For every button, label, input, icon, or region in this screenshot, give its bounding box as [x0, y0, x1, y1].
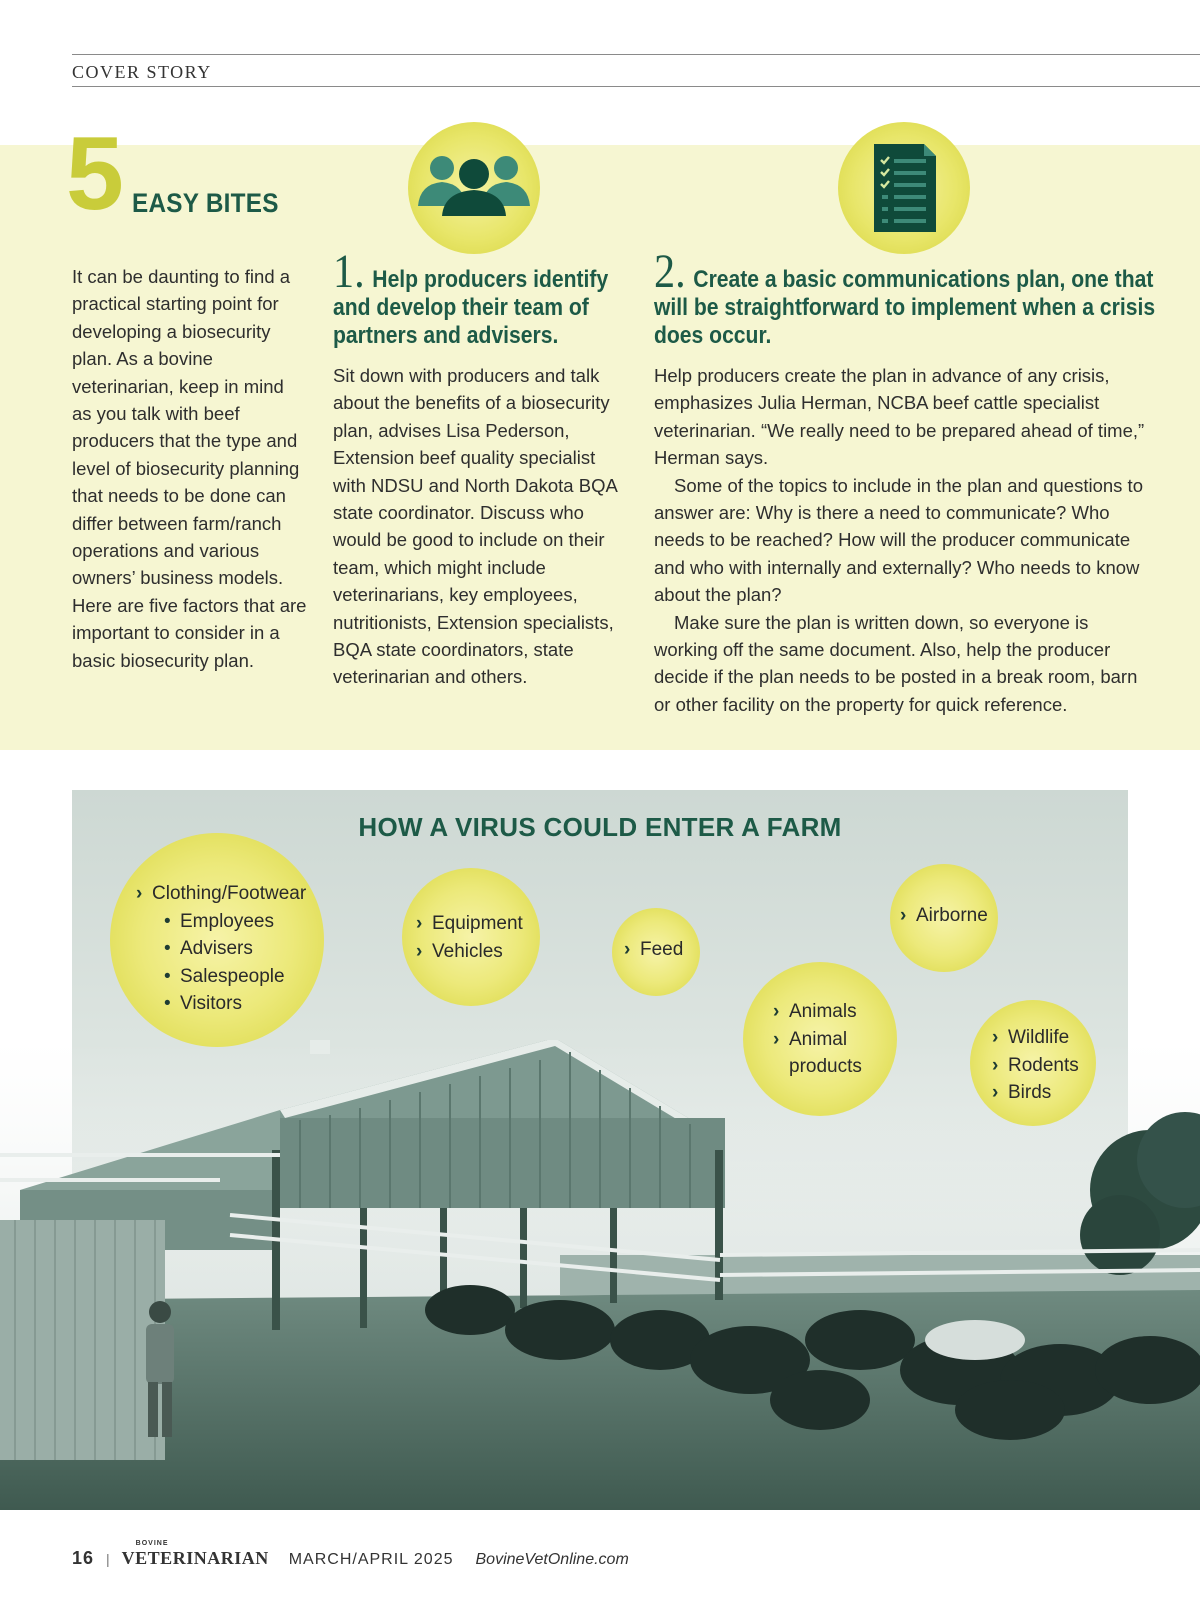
step-1-body: [333, 362, 623, 691]
step-2-heading-text: Create a basic communications plan, one that will be straightforward to implement when a crisis does occur.: [654, 266, 1156, 349]
step-2-number: 2.: [654, 245, 686, 298]
step-1-heading-text: Help producers identify and develop their team of partners and advisers.: [333, 266, 609, 349]
bubble-feed-content: [624, 936, 683, 964]
bubble-item: › Equipment: [416, 910, 523, 938]
virus-title: HOW A VIRUS COULD ENTER A FARM: [358, 812, 842, 842]
header-rule-top: [72, 54, 1200, 55]
bullet-icon: •: [164, 938, 171, 959]
section-label: COVER STORY: [72, 62, 212, 82]
bullet-icon: •: [164, 965, 171, 987]
magazine-logo-small: BOVINE: [135, 1540, 169, 1547]
chevron-right-icon: ›: [992, 1027, 999, 1048]
bubble-equipment-content: [416, 910, 523, 965]
bubble-wildlife-content: [992, 1024, 1079, 1107]
step-2-paragraph: Help producers create the plan in advance of any crisis, emphasizes Julia Herman, NCBA beef cattle specialist veterinarian. “We really need to be prepared ahead of time,” Herman says.: [654, 365, 1145, 469]
page-number: 16: [72, 1548, 95, 1568]
checklist-icon: [838, 122, 970, 254]
bubble-item: › Animals: [773, 998, 862, 1026]
bubble-subitem: • Advisers: [136, 935, 306, 963]
bubble-item: › Clothing/Footwear: [136, 880, 306, 908]
header-rule-bottom: [72, 86, 1200, 87]
step-1: [333, 245, 623, 691]
website-link[interactable]: BovineVetOnline.com: [475, 1551, 629, 1568]
bubble-item: › Feed: [624, 936, 683, 964]
chevron-right-icon: ›: [900, 905, 907, 926]
bubble-item: › Vehicles: [416, 938, 523, 966]
feature-intro: It can be daunting to find a practical starting point for developing a biosecurity plan. As a bovine veterinarian, keep in mind as you talk with beef producers that the type and level of biosecurity planning that needs to be done can differ between farm/ranch operations and various owners’ business models. Here are five factors that are important to consider in a basic biosecurity plan.: [72, 266, 307, 671]
chevron-right-icon: ›: [773, 1001, 780, 1022]
chevron-right-icon: ›: [416, 940, 423, 962]
bubble-clothing-content: [136, 880, 306, 1018]
chevron-right-icon: ›: [136, 883, 143, 904]
chevron-right-icon: ›: [416, 913, 423, 934]
chevron-right-icon: ›: [624, 939, 631, 960]
footer-divider: |: [106, 1551, 110, 1567]
page-footer: [72, 1540, 629, 1569]
step-1-heading: [333, 245, 624, 350]
bubble-animals-content: [773, 998, 862, 1081]
bubble-subitem: • Salespeople: [136, 963, 306, 991]
bubble-subitem: • Visitors: [136, 990, 306, 1018]
chevron-right-icon: ›: [992, 1054, 999, 1076]
bubble-subitem: • Employees: [136, 908, 306, 936]
step-2-paragraph: Make sure the plan is written down, so everyone is working off the same document. Also, help the producer decide if the plan needs to be posted in a break room, barn or other facility on the property for quick reference.: [654, 611, 1138, 715]
bubble-item: › Birds: [992, 1079, 1079, 1107]
feature-number: 5: [66, 116, 120, 232]
step-1-number: 1.: [333, 245, 365, 298]
chevron-right-icon: ›: [992, 1082, 999, 1103]
step-2: [654, 245, 1156, 718]
step-2-heading: [654, 245, 1156, 350]
bubble-item: › Wildlife: [992, 1024, 1079, 1052]
magazine-logo-text: VETERINARIAN: [121, 1548, 269, 1568]
step-2-paragraph: Some of the topics to include in the plan and questions to answer are: Why is there a need to communicate? Who needs to be reached? How will the producer communicate and who with internally and externally? Who needs to know about the plan?: [654, 474, 1143, 606]
chevron-right-icon: ›: [773, 1028, 780, 1050]
magazine-logo: [121, 1540, 269, 1569]
step-2-body: [654, 362, 1154, 718]
bubble-airborne-content: [900, 902, 988, 930]
issue-date: MARCH/APRIL 2025: [288, 1551, 454, 1568]
bubble-item: › Airborne: [900, 902, 988, 930]
bubble-item: › Animal: [773, 1026, 862, 1054]
bubble-item-continued: products: [789, 1056, 862, 1077]
feature-title: EASY BITES: [132, 188, 279, 218]
bullet-icon: •: [164, 910, 171, 932]
bullet-icon: •: [164, 993, 171, 1014]
step-1-paragraph: Sit down with producers and talk about the benefits of a biosecurity plan, advises Lisa Pederson, Extension beef quality specialist with NDSU and North Dakota BQA state coordinator. Discuss who would be good to include on their team, which might include veterinarians, key employees, nutritionists, Extension specialists, BQA state coordinators, state veterinarian and others.: [333, 365, 617, 688]
bubble-item: › Rodents: [992, 1052, 1079, 1080]
team-icon: [408, 122, 540, 254]
